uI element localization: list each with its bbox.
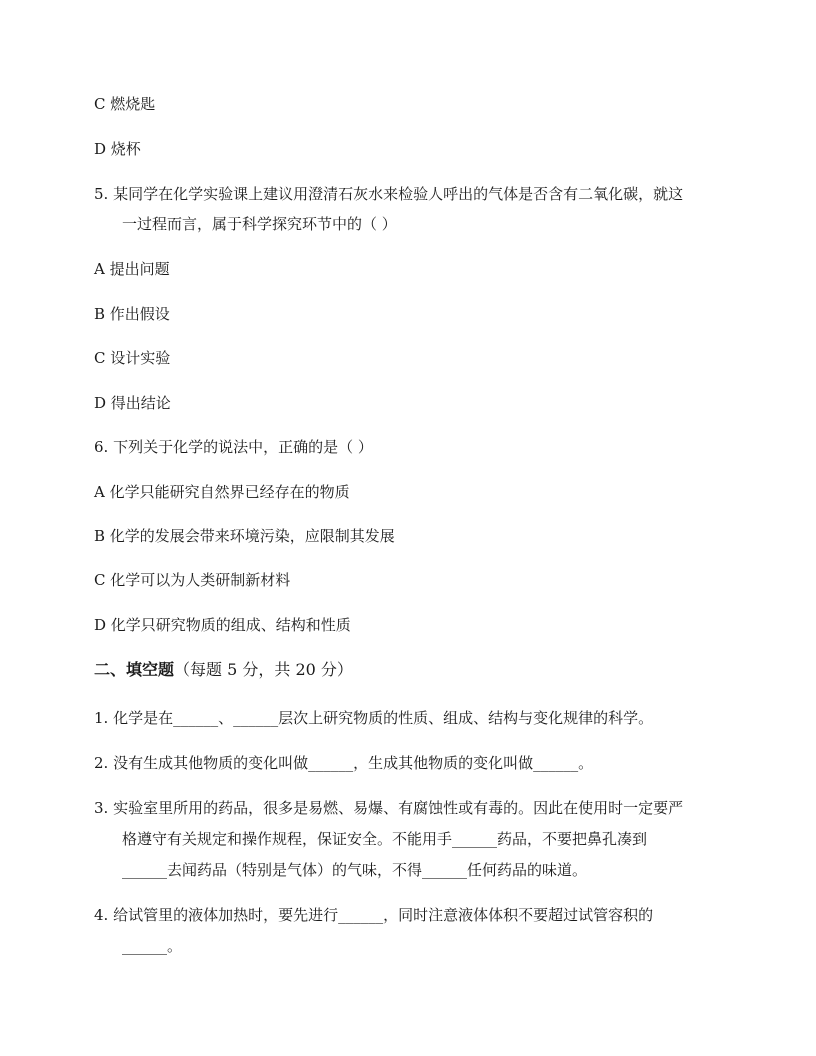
fill-q1: 1. 化学是在______、______层次上研究物质的性质、组成、结构与变化规律的科学。 <box>94 709 654 727</box>
section-heading <box>94 660 353 680</box>
fill-q3-line1: 3. 实验室里所用的药品，很多是易燃、易爆、有腐蚀性或有毒的。因此在使用时一定要严 <box>94 799 684 817</box>
q5-option-a: A 提出问题 <box>94 260 170 278</box>
q6-option-d: D 化学只研究物质的组成、结构和性质 <box>94 616 351 634</box>
q6-option-c: C 化学可以为人类研制新材料 <box>94 571 291 589</box>
q5-option-d: D 得出结论 <box>94 394 171 412</box>
fill-q4-line2: ______。 <box>122 937 183 955</box>
fill-q3-line2: 格遵守有关规定和操作规程，保证安全。不能用手______药品，不要把鼻孔凑到 <box>122 830 648 848</box>
q5-stem-line1: 5. 某同学在化学实验课上建议用澄清石灰水来检验人呼出的气体是否含有二氧化碳，就这 <box>94 185 684 203</box>
q6-option-b: B 化学的发展会带来环境污染，应限制其发展 <box>94 527 395 545</box>
section-title: 二、填空题 <box>94 660 175 679</box>
q4-option-d: D 烧杯 <box>94 140 141 158</box>
section-score-note: （每题 5 分，共 20 分） <box>174 660 353 679</box>
q6-option-a: A 化学只能研究自然界已经存在的物质 <box>94 483 350 501</box>
q4-option-c: C 燃烧匙 <box>94 95 156 113</box>
fill-q4-line1: 4. 给试管里的液体加热时，要先进行______，同时注意液体体积不要超过试管容积的 <box>94 906 654 924</box>
q6-stem: 6. 下列关于化学的说法中，正确的是（ ） <box>94 438 373 456</box>
q5-option-c: C 设计实验 <box>94 349 171 367</box>
fill-q2: 2. 没有生成其他物质的变化叫做______，生成其他物质的变化叫做______。 <box>94 754 594 772</box>
q5-option-b: B 作出假设 <box>94 305 170 323</box>
fill-q3-line3: ______去闻药品（特别是气体）的气味，不得______任何药品的味道。 <box>122 861 588 879</box>
q5-stem-line2: 一过程而言，属于科学探究环节中的（ ） <box>122 215 397 233</box>
